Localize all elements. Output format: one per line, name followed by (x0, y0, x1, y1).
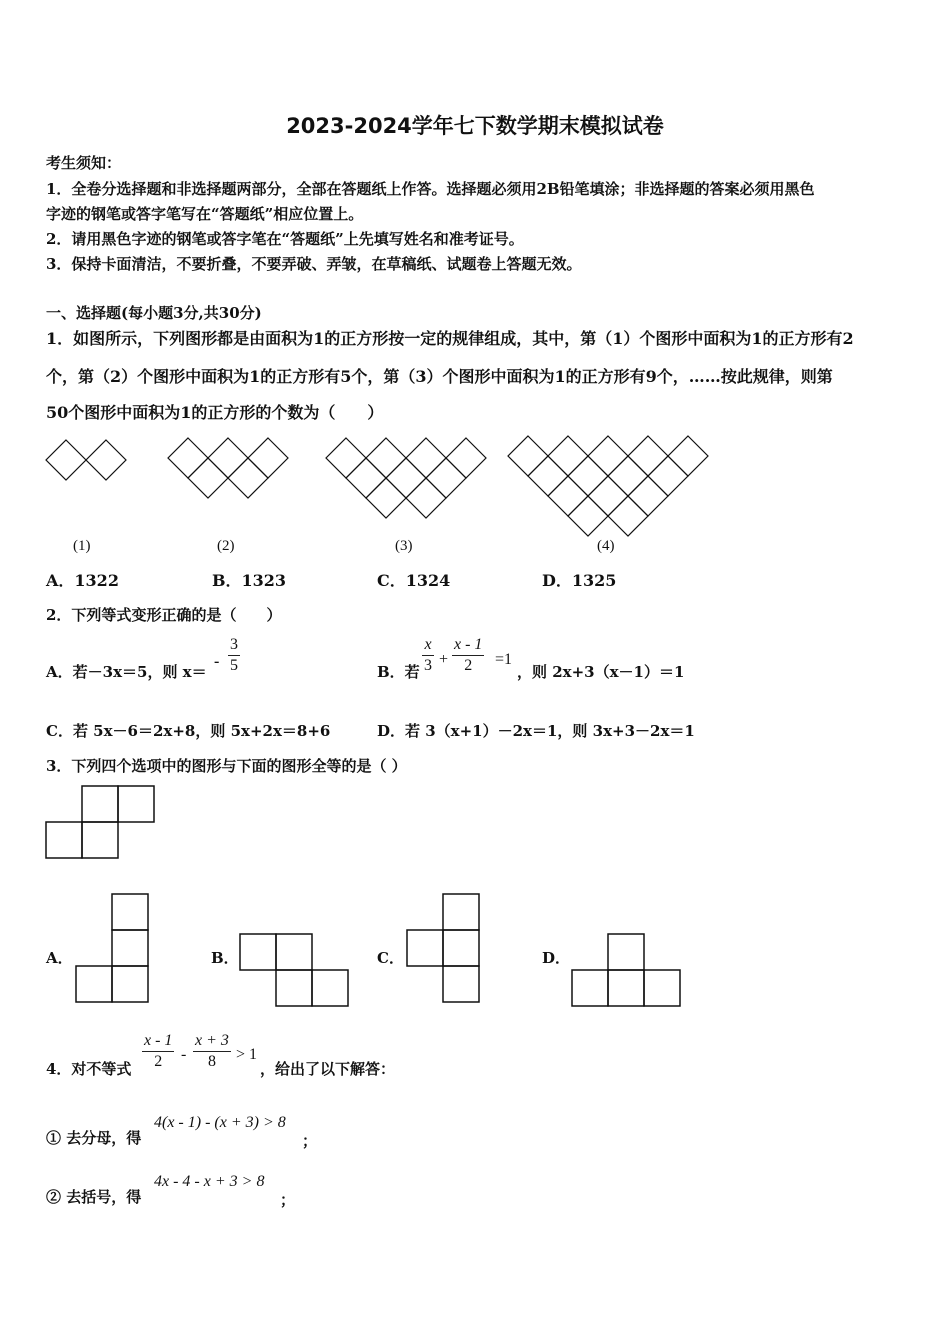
grid-cell (608, 934, 644, 970)
q4-step-2-label: ② 去括号，得 (46, 1188, 142, 1206)
q2-stem: 2．下列等式变形正确的是（ ） (46, 606, 282, 624)
q3-label-b: B． (211, 949, 239, 967)
q1-line-2: 个，第（2）个图形中面积为1的正方形有5个，第（3）个图形中面积为1的正方形有9个，……按此规律，则第 (46, 367, 833, 386)
grid-cell (644, 970, 680, 1006)
grid-cell (82, 822, 118, 858)
q4-minus: - (181, 1046, 187, 1063)
grid-cell (443, 930, 479, 966)
grid-cell (118, 786, 154, 822)
q2-option-b-pre: B．若 (377, 663, 420, 681)
q4-inequality: > 1 (236, 1046, 258, 1063)
q1-caption-2: (2) (217, 538, 235, 554)
q1-caption-1: (1) (73, 538, 91, 554)
q4-stem-pre: 4．对不等式 (46, 1060, 132, 1078)
q2-option-b-equals: =1 (495, 651, 513, 668)
grid-cell (572, 970, 608, 1006)
q3-reference-figure (46, 786, 154, 858)
q1-option-c: C．1324 (377, 571, 451, 590)
grid-cell (112, 966, 148, 1002)
q1-caption-4: (4) (597, 538, 615, 554)
q2-option-b-f2-numerator: x - 1 (454, 636, 483, 653)
grid-cell (82, 786, 118, 822)
q3-label-a: A． (46, 949, 73, 967)
q2-option-a-minus: - (214, 653, 220, 670)
q4-step-2-expr: 4x - 4 - x + 3 > 8 (154, 1173, 265, 1190)
q1-option-a: A．1322 (46, 571, 119, 590)
q3-option-a-figure (76, 894, 148, 1002)
q2-option-a-numerator: 3 (230, 636, 238, 653)
q4-f2-denominator: 8 (207, 1053, 216, 1070)
q3-stem: 3．下列四个选项中的图形与下面的图形全等的是（ ） (46, 757, 407, 775)
grid-cell (443, 966, 479, 1002)
q4-step-2-end: ； (280, 1191, 296, 1209)
q2-option-b-f2-denominator: 2 (464, 657, 473, 674)
notice-item-2: 2．请用黑色字迹的钢笔或答字笔在“答题纸”上先填写姓名和准考证号。 (46, 230, 524, 248)
grid-cell (608, 970, 644, 1006)
q1-caption-3: (3) (395, 538, 413, 554)
q4-fraction-1 (142, 1032, 174, 1071)
q1-option-b: B．1323 (212, 571, 287, 590)
q4-stem-post: ，给出了以下解答： (260, 1060, 396, 1078)
grid-cell (443, 894, 479, 930)
q4-step-1-end: ； (302, 1132, 318, 1150)
q4-step-1-expr: 4(x - 1) - (x + 3) > 8 (154, 1114, 286, 1131)
q4-fraction-2 (193, 1032, 231, 1071)
grid-cell (312, 970, 348, 1006)
q1-line-3: 50个图形中面积为1的正方形的个数为（ ） (46, 403, 384, 422)
q4-f1-denominator: 2 (154, 1053, 163, 1070)
notice-item-1b: 字迹的钢笔或答字笔写在“答题纸”相应位置上。 (46, 205, 364, 223)
q2-option-c: C．若 5x－6＝2x+8，则 5x+2x＝8+6 (46, 722, 331, 740)
q3-option-d-figure (572, 934, 680, 1006)
notice-item-1a: 1．全卷分选择题和非选择题两部分，全部在答题纸上作答。选择题必须用2B铅笔填涂；非选择题的答案必须用黑色 (46, 180, 815, 198)
grid-cell (240, 934, 276, 970)
q2-option-b-f1-numerator: x (424, 636, 432, 653)
q2-option-b-f1-denominator: 3 (424, 657, 432, 674)
q3-option-c-figure (407, 894, 479, 1002)
grid-cell (407, 930, 443, 966)
q4-step-1-label: ① 去分母，得 (46, 1129, 142, 1147)
grid-cell (276, 934, 312, 970)
q2-option-b-post: ，则 2x+3（x－1）＝1 (517, 663, 685, 681)
q4-f1-numerator: x - 1 (144, 1032, 173, 1049)
q3-label-c: C． (377, 949, 404, 967)
q2-option-a-denominator: 5 (230, 657, 238, 674)
q2-option-b-plus: + (439, 651, 449, 668)
grid-cell (276, 970, 312, 1006)
q2-option-a: A．若－3x＝5，则 x＝ (46, 663, 207, 681)
q2-option-d: D．若 3（x+1）－2x＝1，则 3x+3－2x＝1 (377, 722, 695, 740)
grid-cell (112, 930, 148, 966)
q4-f2-numerator: x + 3 (195, 1032, 229, 1049)
section-heading: 一、选择题(每小题3分,共30分) (46, 304, 262, 322)
q1-line-1: 1．如图所示，下列图形都是由面积为1的正方形按一定的规律组成，其中，第（1）个图形中面积为1的正方形有2 (46, 329, 854, 348)
notice-item-3: 3．保持卡面清洁，不要折叠，不要弄破、弄皱，在草稿纸、试题卷上答题无效。 (46, 255, 582, 273)
q3-label-d: D． (542, 949, 571, 967)
grid-cell (76, 966, 112, 1002)
page-title: 2023-2024学年七下数学期末模拟试卷 (286, 114, 664, 138)
notice-heading: 考生须知： (46, 154, 122, 172)
q3-option-b-figure (240, 934, 348, 1006)
grid-cell (112, 894, 148, 930)
q1-option-d: D．1325 (542, 571, 617, 590)
grid-cell (46, 822, 82, 858)
